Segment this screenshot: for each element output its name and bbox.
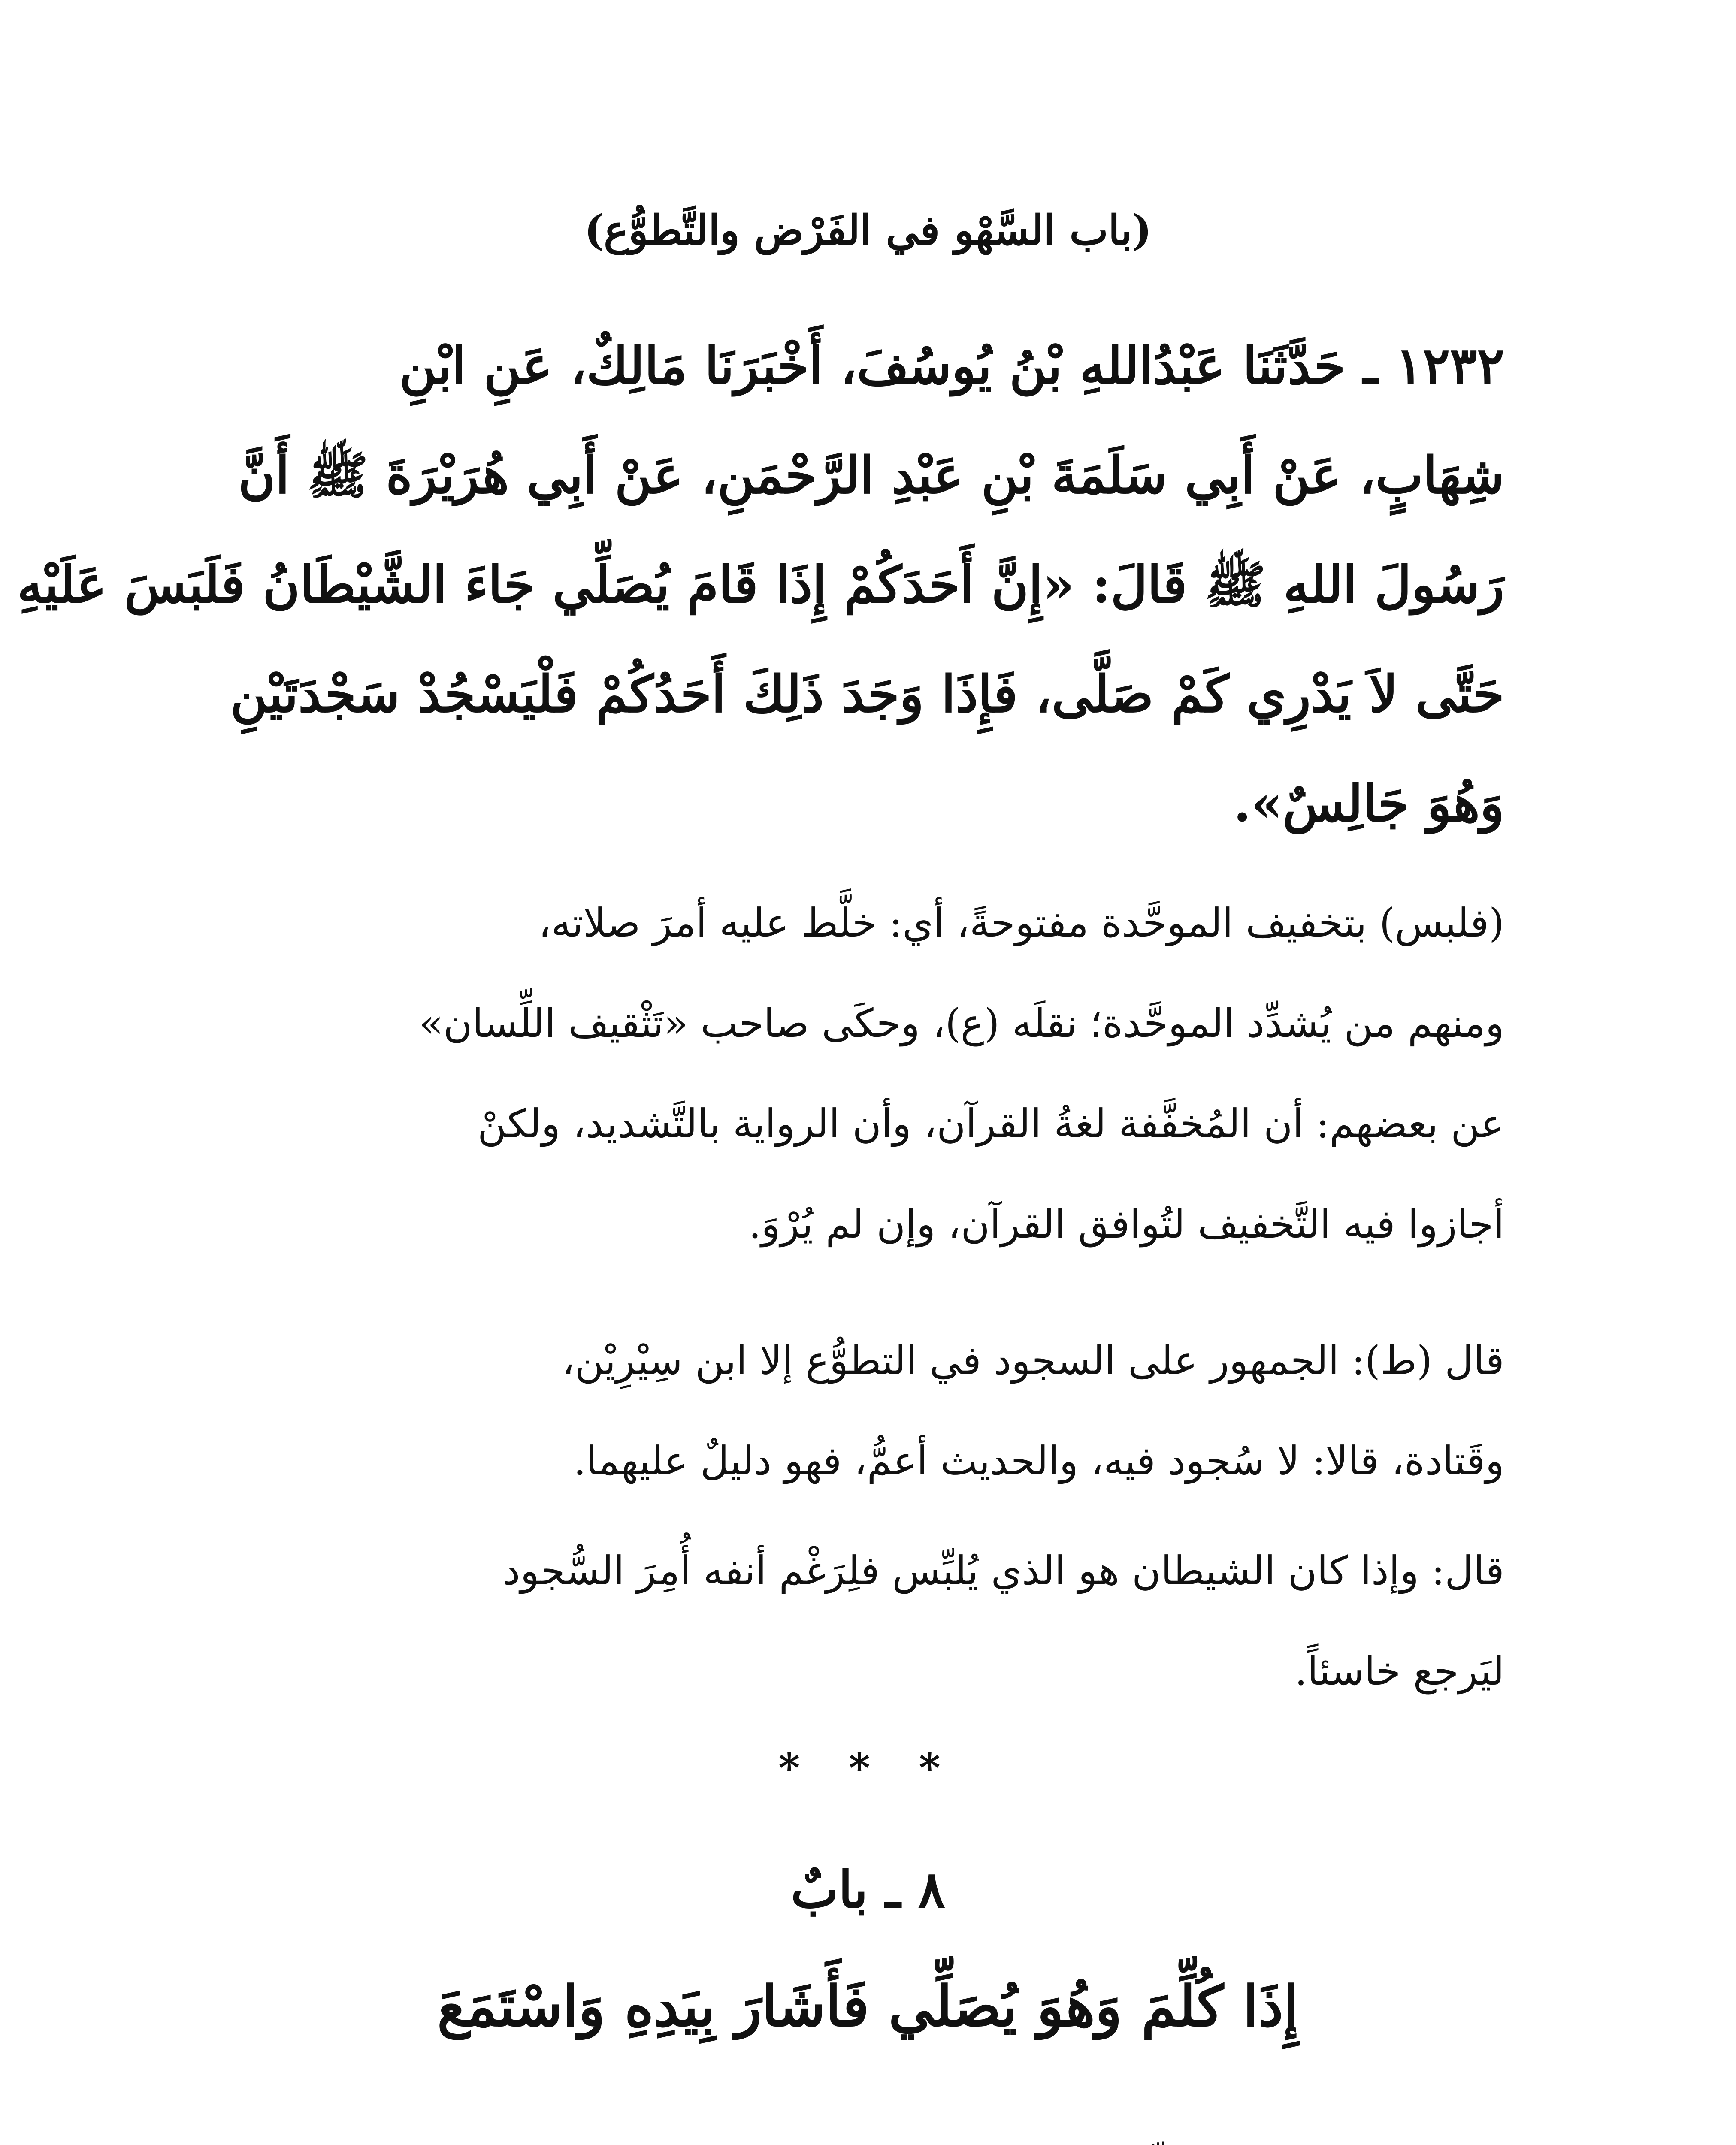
hadith-line: حَتَّى لاَ يَدْرِي كَمْ صَلَّى، فَإِذَا وَجَدَ ذَلِكَ أَحَدُكُمْ فَلْيَسْجُدْ سَجْدَتَيْنِ (230, 664, 1504, 724)
commentary-line: ومنهم من يُشدِّد الموحَّدة؛ نقلَه (ع)، وحكَى صاحب «تَثْقيف اللِّسان» (419, 1000, 1504, 1046)
section-separator: * * * (778, 1744, 958, 1792)
commentary-paragraph (232, 1521, 1504, 1722)
hadith-text (17, 311, 1504, 858)
commentary-line: عن بعضهم: أن المُخفَّفة لغةُ القرآن، وأن الرواية بالتَّشديد، ولكنْ (477, 1101, 1504, 1147)
hadith-line: وَهُوَ جَالِسٌ». (1233, 773, 1504, 833)
bab-number: ٨ ـ بابٌ (790, 1860, 945, 1919)
hadith-line: شِهَابٍ، عَنْ أَبِي سَلَمَةَ بْنِ عَبْدِ الرَّحْمَنِ، عَنْ أَبِي هُرَيْرَةَ ﷺ أَنَّ (238, 445, 1504, 505)
hadith-line: رَسُولَ اللهِ ﷺ قَالَ: «إِنَّ أَحَدَكُمْ إِذَا قَامَ يُصَلِّي جَاءَ الشَّيْطَانُ فَلَبَسَ عَلَيْهِ (17, 555, 1504, 614)
commentary-line: وقَتادة، قالا: لا سُجود فيه، والحديث أعمُّ، فهو دليلٌ عليهما. (573, 1438, 1504, 1484)
commentary-paragraph (232, 873, 1504, 1275)
commentary-line: قال (ط): الجمهور على السجود في التطوُّع إلا ابن سِيْرِيْن، (562, 1338, 1504, 1384)
commentary-line: (فلبس) بتخفيف الموحَّدة مفتوحةً، أي: خلَّط عليه أمرَ صلاته، (538, 900, 1504, 946)
bab-title: إِذَا كُلِّمَ وَهُوَ يُصَلِّي فَأَشَارَ بِيَدِهِ وَاسْتَمَعَ (437, 1973, 1299, 2039)
chapter-title: (باب السَّهْو في الفَرْض والتَّطوُّع) (584, 206, 1152, 254)
commentary-line: ليَرجع خاسئاً. (1294, 1648, 1504, 1694)
commentary-paragraph (232, 1311, 1504, 1511)
hadith-line: ١٢٣٢ ـ حَدَّثَنَا عَبْدُاللهِ بْنُ يُوسُفَ، أَخْبَرَنَا مَالِكٌ، عَنِ ابْنِ (399, 336, 1504, 396)
commentary-line: قال: وإذا كان الشيطان هو الذي يُلبِّس فلِرَغْم أنفه أُمِرَ السُّجود (502, 1548, 1504, 1594)
commentary-line: أجازوا فيه التَّخفيف لتُوافق القرآن، وإن لم يُرْوَ. (748, 1201, 1504, 1247)
